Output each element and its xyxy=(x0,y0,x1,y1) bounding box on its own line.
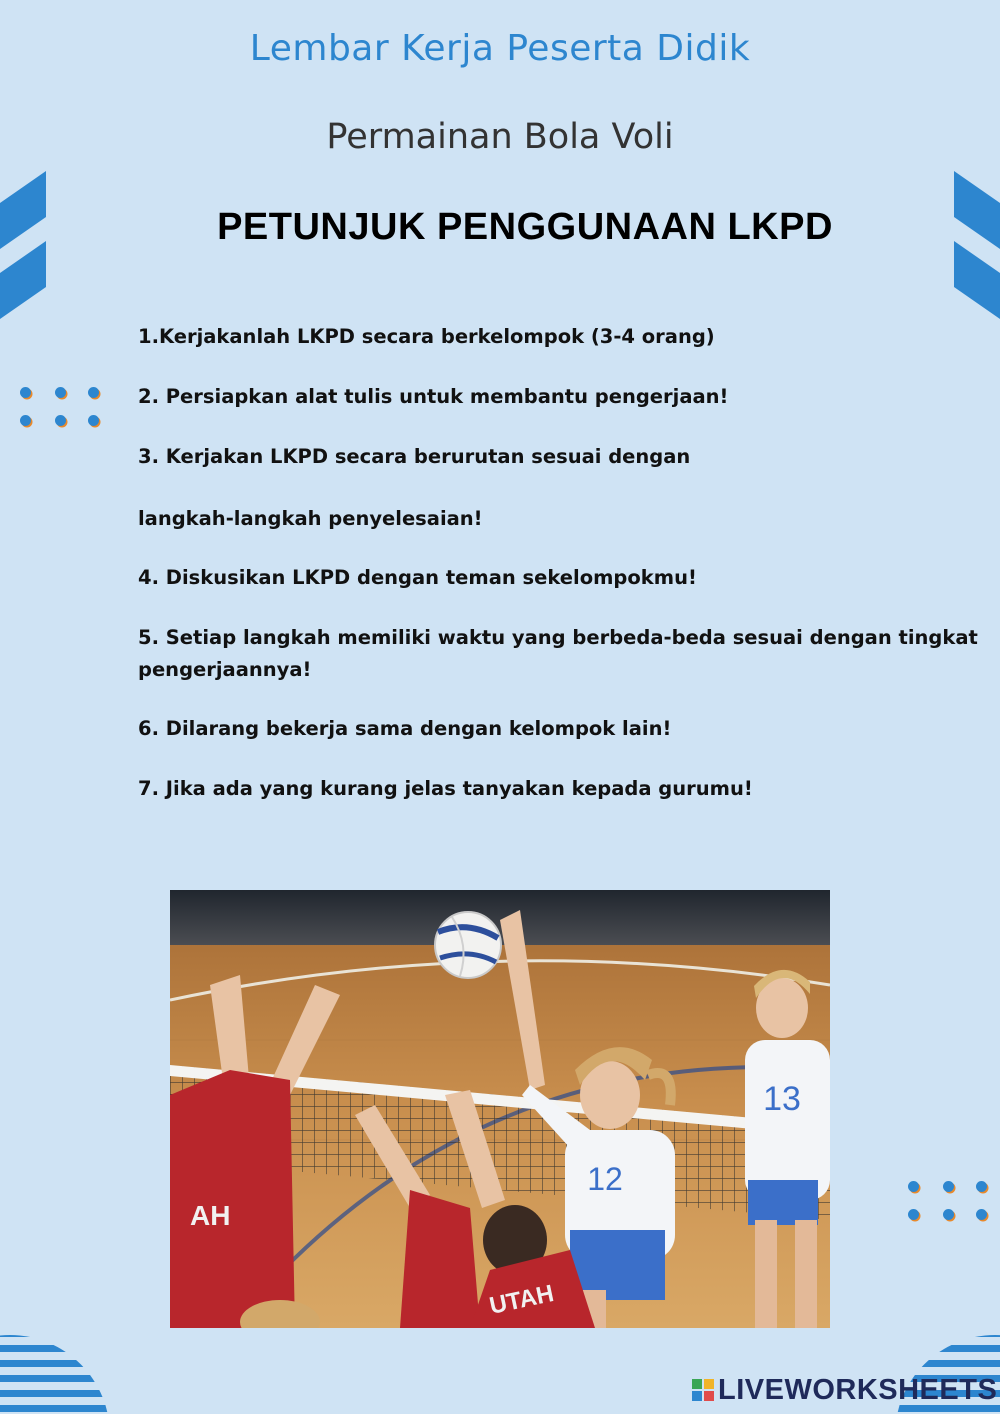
worksheet-subtitle: Permainan Bola Voli xyxy=(326,117,674,157)
instruction-7: 7. Jika ada yang kurang jelas tanyakan kepada gurumu! xyxy=(138,777,753,800)
instruction-3-continued: langkah-langkah penyelesaian! xyxy=(138,507,483,530)
instruction-4: 4. Diskusikan LKPD dengan teman sekelompokmu! xyxy=(138,566,697,589)
logo-text: LIVEWORKSHEETS xyxy=(718,1373,998,1406)
instruction-1: 1.Kerjakanlah LKPD secara berkelompok (3-4 orang) xyxy=(138,325,715,348)
jersey-number-13: 13 xyxy=(763,1080,801,1118)
jersey-text-utah: UTAH xyxy=(487,1280,557,1320)
liveworksheets-logo xyxy=(692,1370,997,1410)
volleyball-ball xyxy=(435,912,501,978)
jersey-text-ah: AH xyxy=(190,1200,231,1231)
worksheet-title: Lembar Kerja Peserta Didik xyxy=(249,28,751,69)
instructions-heading: PETUNJUK PENGGUNAAN LKPD xyxy=(217,206,833,248)
liveworksheets-logo-icon xyxy=(692,1379,714,1401)
striped-semicircle-left xyxy=(0,1325,115,1414)
dots-decoration-left xyxy=(15,384,110,434)
instruction-6: 6. Dilarang bekerja sama dengan kelompok lain! xyxy=(138,717,672,740)
jersey-number-12: 12 xyxy=(587,1161,623,1197)
volleyball-photo xyxy=(170,890,830,1328)
instruction-2: 2. Persiapkan alat tulis untuk membantu pengerjaan! xyxy=(138,385,729,408)
dots-decoration-right xyxy=(905,1180,995,1230)
instruction-5: 5. Setiap langkah memiliki waktu yang berbeda-beda sesuai dengan tingkat pengerjaannya! xyxy=(138,626,978,681)
instruction-3: 3. Kerjakan LKPD secara berurutan sesuai dengan xyxy=(138,445,691,468)
